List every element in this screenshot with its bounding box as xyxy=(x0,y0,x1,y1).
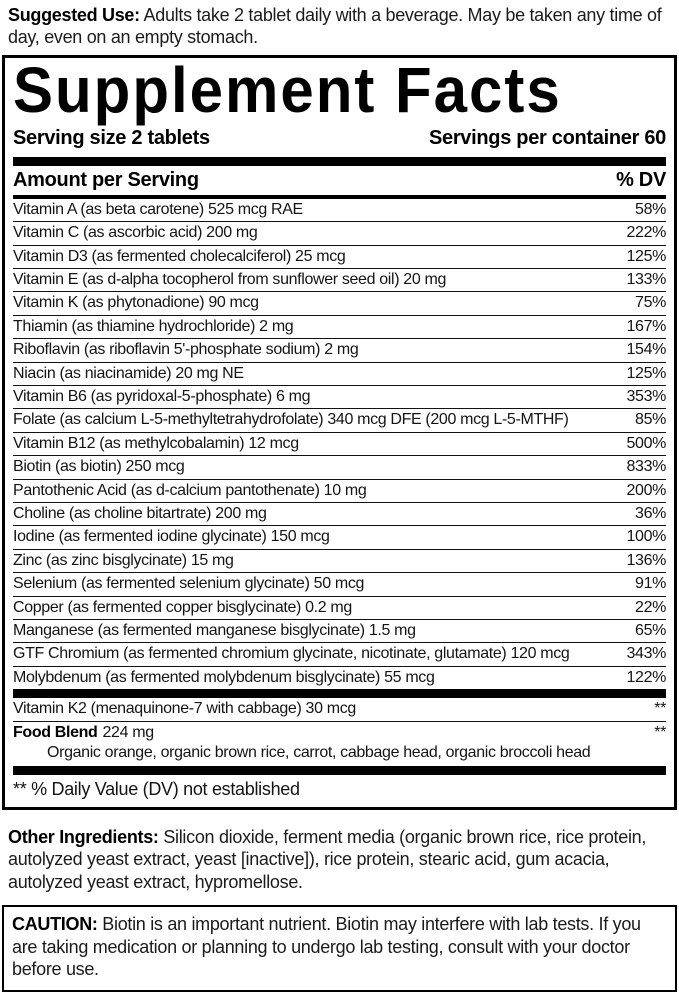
other-ingredients-body: Silicon dioxide, ferment media (organic brown rice, rice protein, autolyzed yeast extract, yeast [inactive]), rice protein, stearic acid, gum acacia, autolyzed yeast extract, hypromellose. xyxy=(8,826,647,892)
food-blend-ingredients: Organic orange, organic brown rice, carrot, cabbage head, organic broccoli head xyxy=(47,743,591,761)
suggested-use-label: Suggested Use: xyxy=(8,5,140,25)
supplement-facts-panel xyxy=(2,55,677,810)
nutrient-name: Vitamin K (as phytonadione) 90 mcg xyxy=(13,294,259,312)
nutrient-dv: 122% xyxy=(626,668,666,686)
nutrient-row xyxy=(13,315,666,338)
vitamin-k2-row xyxy=(13,698,666,720)
nutrient-row xyxy=(13,642,666,665)
nutrient-row xyxy=(13,385,666,408)
nutrient-dv: 343% xyxy=(626,645,666,663)
nutrient-row xyxy=(13,268,666,291)
nutrient-name: GTF Chromium (as fermented chromium glycinate, nicotinate, glutamate) 120 mcg xyxy=(13,645,570,663)
other-ingredients-text xyxy=(0,810,679,904)
divider-bar-bottom xyxy=(13,766,666,775)
panel-title: Supplement Facts xyxy=(13,54,562,126)
nutrient-row xyxy=(13,291,666,314)
nutrient-name: Selenium (as fermented selenium glycinate) 50 mcg xyxy=(13,575,365,593)
nutrient-row xyxy=(13,338,666,361)
nutrient-name: Vitamin E (as d-alpha tocopherol from sunflower seed oil) 20 mg xyxy=(13,271,446,289)
nutrient-name: Biotin (as biotin) 250 mcg xyxy=(13,458,185,476)
divider-bar-middle xyxy=(13,689,666,698)
nutrient-dv: 154% xyxy=(626,341,666,359)
nutrient-row xyxy=(13,432,666,455)
nutrient-row xyxy=(13,596,666,619)
nutrient-name: Vitamin D3 (as fermented cholecalciferol) 25 mcg xyxy=(13,247,346,265)
nutrient-name: Folate (as calcium L-5-methyltetrahydrofolate) 340 mcg DFE (200 mcg L-5-MTHF) xyxy=(13,411,569,429)
suggested-use-body: Adults take 2 tablet daily with a beverage. May be taken any time of day, even on an empty stomach. xyxy=(8,5,662,47)
nutrient-dv: 125% xyxy=(626,247,666,265)
nutrient-row xyxy=(13,502,666,525)
caution-label: CAUTION: xyxy=(12,914,98,935)
serving-size: Serving size 2 tablets xyxy=(13,126,210,149)
nutrient-name: Vitamin A (as beta carotene) 525 mcg RAE xyxy=(13,200,303,218)
nutrient-row xyxy=(13,572,666,595)
nutrient-dv: 136% xyxy=(626,551,666,569)
nutrient-dv: 222% xyxy=(626,224,666,242)
nutrient-row xyxy=(13,245,666,268)
nutrient-row xyxy=(13,362,666,385)
nutrient-row xyxy=(13,199,666,221)
nutrient-name: Riboflavin (as riboflavin 5'-phosphate sodium) 2 mg xyxy=(13,341,359,359)
dv-footnote: ** % Daily Value (DV) not established xyxy=(13,778,300,799)
nutrient-rows xyxy=(13,199,666,689)
nutrient-name: Thiamin (as thiamine hydrochloride) 2 mg xyxy=(13,317,294,335)
servings-per-container: Servings per container 60 xyxy=(428,126,666,149)
food-blend-dv: ** xyxy=(654,723,666,741)
nutrient-dv: 58% xyxy=(635,200,666,218)
dv-header: % DV xyxy=(616,168,666,191)
nutrient-name: Pantothenic Acid (as d-calcium pantothenate) 10 mg xyxy=(13,481,367,499)
nutrient-name: Vitamin K2 (menaquinone-7 with cabbage) 30 mcg xyxy=(13,700,356,718)
nutrient-dv: 833% xyxy=(626,458,666,476)
nutrient-name: Iodine (as fermented iodine glycinate) 150 mcg xyxy=(13,528,330,546)
food-blend-label: Food Blend xyxy=(13,723,98,741)
other-ingredients-label: Other Ingredients: xyxy=(8,826,159,847)
food-blend-name xyxy=(13,724,646,742)
nutrient-name: Molybdenum (as fermented molybdenum bisglycinate) 55 mcg xyxy=(13,668,435,686)
nutrient-row xyxy=(13,666,666,689)
column-header-row xyxy=(13,166,666,199)
nutrient-row xyxy=(13,549,666,572)
nutrient-dv: 133% xyxy=(626,271,666,289)
food-blend-row xyxy=(13,721,666,744)
amount-per-serving-header: Amount per Serving xyxy=(13,168,199,191)
nutrient-row xyxy=(13,479,666,502)
nutrient-dv: 91% xyxy=(635,575,666,593)
nutrient-dv: 125% xyxy=(626,364,666,382)
nutrient-dv: 167% xyxy=(626,317,666,335)
caution-box xyxy=(2,905,677,992)
divider-bar-top xyxy=(13,157,666,166)
nutrient-name: Manganese (as fermented manganese bisglycinate) 1.5 mg xyxy=(13,621,416,639)
nutrient-dv: 100% xyxy=(626,528,666,546)
caution-body: Biotin is an important nutrient. Biotin may interfere with lab tests. If you are taking medication or planning to undergo lab testing, consult with your doctor before use. xyxy=(12,914,641,980)
food-blend-amount: 224 mg xyxy=(102,723,154,741)
nutrient-dv: 75% xyxy=(635,294,666,312)
nutrient-name: Copper (as fermented copper bisglycinate) 0.2 mg xyxy=(13,598,352,616)
nutrient-dv: 36% xyxy=(635,504,666,522)
nutrient-row xyxy=(13,408,666,431)
nutrient-row xyxy=(13,455,666,478)
nutrient-name: Vitamin B12 (as methylcobalamin) 12 mcg xyxy=(13,434,299,452)
nutrient-dv: 353% xyxy=(626,388,666,406)
nutrient-dv: 65% xyxy=(635,621,666,639)
serving-row xyxy=(13,125,666,157)
nutrient-dv: 22% xyxy=(635,598,666,616)
suggested-use-text xyxy=(0,0,679,53)
nutrient-name: Vitamin C (as ascorbic acid) 200 mg xyxy=(13,224,258,242)
nutrient-row xyxy=(13,619,666,642)
nutrient-dv: 500% xyxy=(626,434,666,452)
nutrient-name: Zinc (as zinc bisglycinate) 15 mg xyxy=(13,551,234,569)
nutrient-name: Niacin (as niacinamide) 20 mg NE xyxy=(13,364,244,382)
nutrient-row xyxy=(13,221,666,244)
nutrient-name: Vitamin B6 (as pyridoxal-5-phosphate) 6 mg xyxy=(13,388,311,406)
nutrient-name: Choline (as choline bitartrate) 200 mg xyxy=(13,504,267,522)
nutrient-dv: 85% xyxy=(635,411,666,429)
nutrient-dv: ** xyxy=(654,700,666,718)
nutrient-dv: 200% xyxy=(626,481,666,499)
nutrient-row xyxy=(13,525,666,548)
